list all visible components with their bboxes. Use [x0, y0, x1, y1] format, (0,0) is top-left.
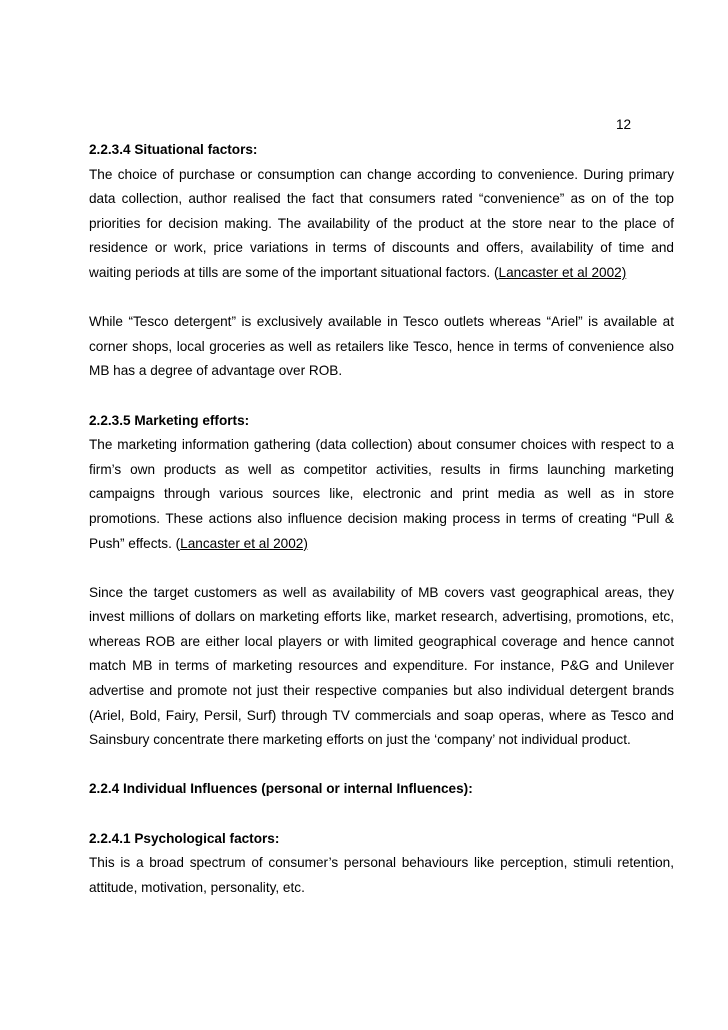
paragraph-psychological-factors: This is a broad spectrum of consumer’s personal behaviours like perception, stimuli retention, attitude, motivation, personality, etc.: [89, 855, 674, 895]
paragraph-marketing-expenditure: Since the target customers as well as availability of MB covers vast geographical areas, they invest millions of dollars on marketing efforts like, market research, advertising, promotions, etc, whereas ROB are either local players or with limited geographical coverage and hence cannot match MB in terms of marketing resources and expenditure. For instance, P&G and Unilever advertise and promote not just their respective companies but also individual detergent brands (Ariel, Bold, Fairy, Persil, Surf) through TV commercials and soap operas, where as Tesco and Sainsbury concentrate there marketing efforts on just the ‘company’ not individual product.: [89, 584, 674, 748]
section-heading-situational-factors: 2.2.3.4 Situational factors:: [89, 142, 258, 157]
citation-lancaster[interactable]: Lancaster et al 2002): [498, 264, 627, 280]
paragraph-tesco-convenience: While “Tesco detergent” is exclusively available in Tesco outlets whereas “Ariel” is available at corner shops, local groceries as well as retailers like Tesco, hence in terms of convenience also MB has a degree of advantage over ROB.: [89, 314, 674, 379]
document-body: [89, 138, 674, 900]
page-number: 12: [616, 117, 632, 132]
section-heading-psychological-factors: 2.2.4.1 Psychological factors:: [89, 830, 280, 846]
paragraph-text: The marketing information gathering (data collection) about consumer choices with respect to a firm’s own products as well as competitor activities, results in firms launching marketing campaigns through various sources like, electronic and print media as well as in store promotions. These actions also influence decision making process in terms of creating “Pull & Push” effects. (: [89, 437, 674, 551]
paragraph-text: The choice of purchase or consumption can change according to convenience. During primary data collection, author realised the fact that consumers rated “convenience” as on of the top priorities for decision making. The availability of the product at the store near to the place of residence or work, price variations in terms of discounts and offers, availability of time and waiting periods at tills are some of the important situational factors. (: [89, 166, 674, 280]
section-heading-marketing-efforts: 2.2.3.5 Marketing efforts:: [89, 412, 250, 428]
paragraph-situational-factors: [89, 163, 674, 286]
section-heading-individual-influences: 2.2.4 Individual Influences (personal or internal Influences):: [89, 781, 473, 797]
citation-lancaster[interactable]: Lancaster et al 2002): [180, 535, 308, 551]
paragraph-marketing-efforts: [89, 433, 674, 556]
